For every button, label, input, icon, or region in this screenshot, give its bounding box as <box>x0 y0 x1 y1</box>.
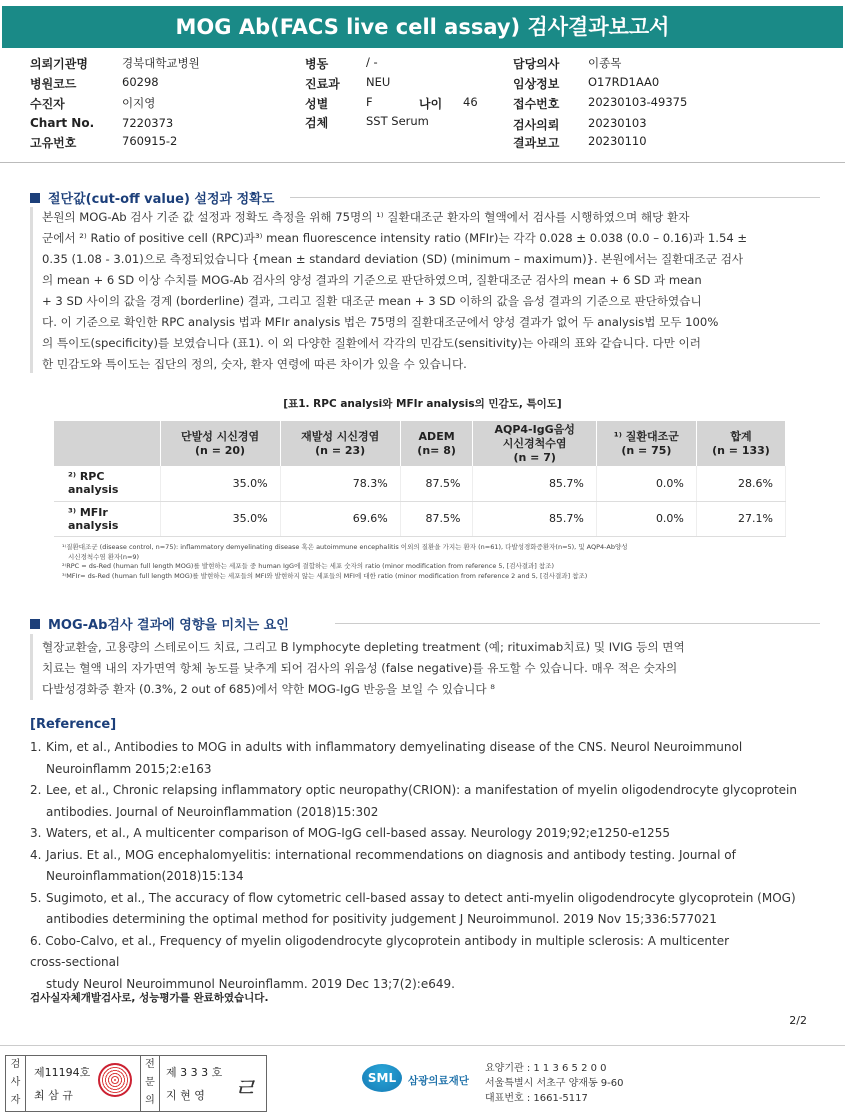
page-number: 2/2 <box>789 1014 807 1027</box>
table-header-cell <box>280 421 400 466</box>
specialist-license: 제 3 3 3 호 <box>166 1066 223 1079</box>
table-cell: 35.0% <box>160 501 280 536</box>
reference-item <box>30 823 820 845</box>
section1-line: 다. 이 기준으로 확인한 RPC analysis 법과 MFIr analysis 법은 75명의 질환대조군에서 양성 결과가 없어 두 analysis법 모두 100% <box>42 315 719 329</box>
table-header-cell <box>400 421 473 466</box>
reference-text-cont: Neuroinflammation(2018)15:134 <box>46 869 244 883</box>
section2-line: 다발성경화증 환자 (0.3%, 2 out of 685)에서 약한 MOG-IgG 반응을 보일 수 있습니다 ⁸ <box>42 682 495 696</box>
lab-street: 서울특별시 서초구 양재동 9-60 <box>485 1078 624 1089</box>
section1-line: 0.35 (1.08 - 3.01)으로 측정되었습니다 {mean ± standard deviation (SD) (minimum – maximum)}. 본원에서는 질환대조군 검사 <box>42 252 744 266</box>
uid-label: 고유번호 <box>30 136 77 150</box>
specialist-label: 전문의 <box>140 1056 160 1111</box>
footnote-line: ¹⁾질환대조군 (disease control, n=75): inflammatory demyelinating disease 혹은 autoimmune encephalitis 이외의 질환을 가지는 환자 (n=61), 다발성경화증환자(n=5), 및 AQP4-Ab양성 <box>62 543 628 551</box>
closing-note: 검사실자체개발검사로, 성능평가를 완료하였습니다. <box>30 992 269 1004</box>
footnote-line: ³⁾MFIr= ds-Red (human full length MOG)를 발현하는 세포들의 MFI와 발현하지 않는 세포들의 MFI에 대한 ratio (minor modification from reference 2 and 5, [검사결과] 참조) <box>62 571 588 580</box>
header-line: (n = 23) <box>315 443 366 457</box>
section2-heading-text: MOG-Ab검사 결과에 영향을 미치는 요인 <box>48 618 289 633</box>
table-cell: 28.6% <box>696 466 785 501</box>
reference-text-cont: cross-sectional <box>30 955 120 969</box>
info-divider <box>0 162 845 163</box>
reference-number: 5. <box>30 890 42 905</box>
request-label: 검사의뢰 <box>513 118 560 132</box>
tester-license: 제11194호 <box>34 1066 91 1079</box>
seal-stamp-icon <box>98 1063 132 1097</box>
reference-text: Waters, et al., A multicenter comparison of MOG-IgG cell-based assay. Neurology 2019;92;e1250-e1255 <box>46 826 670 840</box>
section1-line: 본원의 MOG-Ab 검사 기준 값 설정과 정확도 측정을 위해 75명의 ¹⁾ 질환대조군 환자의 혈액에서 검사를 시행하였으며 해당 환자 <box>42 210 690 224</box>
section1-rule <box>290 197 820 198</box>
doctor-label: 담당의사 <box>513 57 560 71</box>
reference-heading: [Reference] <box>30 717 117 732</box>
table-cell: 87.5% <box>400 501 473 536</box>
lab-phone: 대표번호 : 1661-5117 <box>485 1093 588 1104</box>
reference-item <box>30 737 820 780</box>
section1-line: 군에서 ²⁾ Ratio of positive cell (RPC)과³⁾ mean fluorescence intensity ratio (MFIr)는 각각 0.028 ± 0.038 (0.0 – 0.16)과 1.54 ± <box>42 231 748 245</box>
header-line: (n= 8) <box>417 443 456 457</box>
row-label: ²⁾ RPC analysis <box>54 466 160 501</box>
specialist-name: 지 현 영 <box>166 1089 205 1102</box>
section1-line: 의 특이도(specificity)를 보였습니다 (표1). 이 외 다양한 질환에서 각각의 민감도(sensitivity)는 아래의 표와 같습니다. 다만 이러 <box>42 336 701 350</box>
request-value: 20230103 <box>588 116 647 130</box>
signature-box <box>5 1055 267 1112</box>
reference-text-last: study Neurol Neuroimmunol Neuroinflamm. 2019 Dec 13;7(2):e649. <box>46 976 455 991</box>
section1-line: 한 민감도와 특이도는 집단의 정의, 숫자, 환자 연령에 따른 차이가 있을 수 있습니다. <box>42 357 467 371</box>
section1-line: 의 mean + 6 SD 이상 수치를 MOG-Ab 검사의 양성 결과의 기준으로 판단하였으며, 질환대조군 검사의 mean + 6 SD 과 mean <box>42 273 702 287</box>
doctor-value: 이종목 <box>588 56 622 70</box>
header-line: ¹⁾ 질환대조군 <box>613 429 679 443</box>
age-label: 나이 <box>419 97 443 111</box>
table-cell: 85.7% <box>473 501 596 536</box>
table-cell: 69.6% <box>280 501 400 536</box>
section1-heading-text: 절단값(cut-off value) 설정과 정확도 <box>48 192 275 207</box>
uid-value: 760915-2 <box>122 134 178 148</box>
patient-value: 이지영 <box>122 96 156 110</box>
receipt-value: 20230103-49375 <box>588 95 688 109</box>
ward-label: 병동 <box>305 57 329 71</box>
reference-item <box>30 888 820 931</box>
section-bullet-icon <box>30 619 40 629</box>
section2-paragraph <box>42 637 812 700</box>
table-header-cell <box>473 421 596 466</box>
hospital-code-label: 병원코드 <box>30 77 77 91</box>
chart-value: 7220373 <box>122 116 174 130</box>
header-line: (n = 20) <box>195 443 246 457</box>
institution-value: 경북대학교병원 <box>122 56 200 70</box>
clinical-label: 임상정보 <box>513 77 560 91</box>
header-line: 단발성 시신경염 <box>180 429 260 443</box>
signature-mark: ㄹ <box>232 1074 258 1104</box>
section1-heading <box>30 188 274 207</box>
header-line: ADEM <box>418 429 455 443</box>
table-header-row <box>54 421 786 466</box>
header-line: (n = 75) <box>621 443 672 457</box>
table-header-cell <box>696 421 785 466</box>
table-footnotes <box>62 543 792 581</box>
reference-text: Cobo-Calvo, et al., Frequency of myelin oligodendrocyte glycoprotein antibody in multiple sclerosis: A multicenter <box>45 933 730 948</box>
table-cell: 87.5% <box>400 466 473 501</box>
report-value: 20230110 <box>588 134 647 148</box>
hospital-code-value: 60298 <box>122 75 159 89</box>
section2-heading <box>30 614 289 633</box>
reference-number: 6. <box>30 933 42 948</box>
institution-label: 의뢰기관명 <box>30 57 88 71</box>
reference-list <box>30 737 820 995</box>
table-row <box>54 501 786 536</box>
reference-item <box>30 931 820 996</box>
reference-text-cont: antibodies determining the optimal method for positivity judgement J Neuroimmunol. 2019 Nov 15;336:577021 <box>46 912 717 926</box>
header-line: 시신경척수염 <box>502 436 567 450</box>
reference-text: Lee, et al., Chronic relapsing inflammatory optic neuropathy(CRION): a manifestation of myelin oligodendrocyte glycoprotein <box>46 783 797 797</box>
table-header-cell <box>596 421 696 466</box>
section2-line: 혈장교환술, 고용량의 스테로이드 치료, 그리고 B lymphocyte depleting treatment (예; rituximab치료) 및 IVIG 등의 면역 <box>42 640 685 654</box>
chart-label: Chart No. <box>30 116 95 130</box>
reference-text-cont: Neuroinflamm 2015;2:e163 <box>46 761 212 776</box>
row-label: ³⁾ MFIr analysis <box>54 501 160 536</box>
section2-line: 치료는 혈액 내의 자가면역 항체 농도를 낮추게 되어 검사의 위음성 (false negative)를 유도할 수 있습니다. 매우 적은 숫자의 <box>42 661 678 675</box>
header-line: (n = 7) <box>513 450 556 464</box>
header-line: (n = 133) <box>712 443 770 457</box>
header-line: AQP4-IgG음성 <box>494 422 575 436</box>
reference-number: 2. <box>30 783 42 797</box>
table-caption: [표1. RPC analysi와 MFIr analysis의 민감도, 특이도] <box>283 398 562 410</box>
tester-label: 검사자 <box>6 1056 26 1111</box>
reference-number: 1. <box>30 740 42 754</box>
table-cell: 27.1% <box>696 501 785 536</box>
header-line: 합계 <box>730 429 752 443</box>
reference-number: 3. <box>30 826 42 840</box>
section2-bar <box>30 634 33 700</box>
tester-name: 최 삼 규 <box>34 1089 73 1102</box>
section2-rule <box>335 623 820 624</box>
section1-line: + 3 SD 사이의 값을 경계 (borderline) 결과, 그리고 질환 대조군 mean + 3 SD 이하의 값을 음성 결과의 기준으로 판단하였습니 <box>42 294 702 308</box>
reference-number: 4. <box>30 847 42 862</box>
sex-label: 성별 <box>305 97 329 111</box>
table-cell: 0.0% <box>596 466 696 501</box>
reference-text: Sugimoto, et al., The accuracy of flow cytometric cell-based assay to detect anti-myelin oligodendrocyte glycoprotein (MOG) <box>46 890 796 905</box>
table-cell: 78.3% <box>280 466 400 501</box>
footer-divider <box>0 1045 845 1046</box>
section1-bar <box>30 207 33 373</box>
patient-info <box>30 55 820 155</box>
report-title: MOG Ab(FACS live cell assay) 검사결과보고서 <box>2 6 843 48</box>
section-bullet-icon <box>30 193 40 203</box>
reference-item <box>30 780 820 823</box>
age-value: 46 <box>463 95 478 109</box>
receipt-label: 접수번호 <box>513 97 560 111</box>
table-row <box>54 466 786 501</box>
sensitivity-table <box>54 421 786 537</box>
specimen-value: SST Serum <box>366 114 429 128</box>
lab-code: 요양기관 : 1 1 3 6 5 2 0 0 <box>485 1063 607 1074</box>
table-cell: 35.0% <box>160 466 280 501</box>
sml-logo <box>362 1062 482 1102</box>
dept-label: 진료과 <box>305 77 340 91</box>
reference-item <box>30 845 820 888</box>
header-line: 재발성 시신경염 <box>301 429 380 443</box>
footnote-line: 시신경척수염 환자(n=9) <box>68 552 140 561</box>
sml-logo-name: 삼광의료재단 <box>408 1075 469 1087</box>
sex-value: F <box>366 95 373 109</box>
section1-paragraph <box>42 207 802 375</box>
specimen-label: 검체 <box>305 116 329 130</box>
table-corner-cell <box>54 421 160 466</box>
clinical-value: O17RD1AA0 <box>588 75 660 89</box>
reference-text-cont: antibodies. Journal of Neuroinflammation (2018)15:302 <box>46 804 379 819</box>
reference-text: Jarius. Et al., MOG encephalomyelitis: international recommendations on diagnosis and antibody testing. Journal of <box>46 847 736 862</box>
reference-text: Kim, et al., Antibodies to MOG in adults with inflammatory demyelinating disease of the CNS. Neurol Neuroimmunol <box>46 740 743 754</box>
ward-value: / - <box>366 55 378 69</box>
footnote-line: ²⁾RPC = ds-Red (human full length MOG)를 발현하는 세포들 중 human IgG에 결합하는 세포 숫자의 ratio (minor modification from reference 5, [검사결과] 참조) <box>62 562 555 570</box>
patient-label: 수진자 <box>30 97 65 111</box>
report-label: 결과보고 <box>513 136 560 150</box>
table-cell: 0.0% <box>596 501 696 536</box>
table-cell: 85.7% <box>473 466 596 501</box>
dept-value: NEU <box>366 75 391 89</box>
lab-address <box>485 1061 624 1106</box>
sml-logo-icon: SML <box>362 1064 402 1092</box>
table-header-cell <box>160 421 280 466</box>
